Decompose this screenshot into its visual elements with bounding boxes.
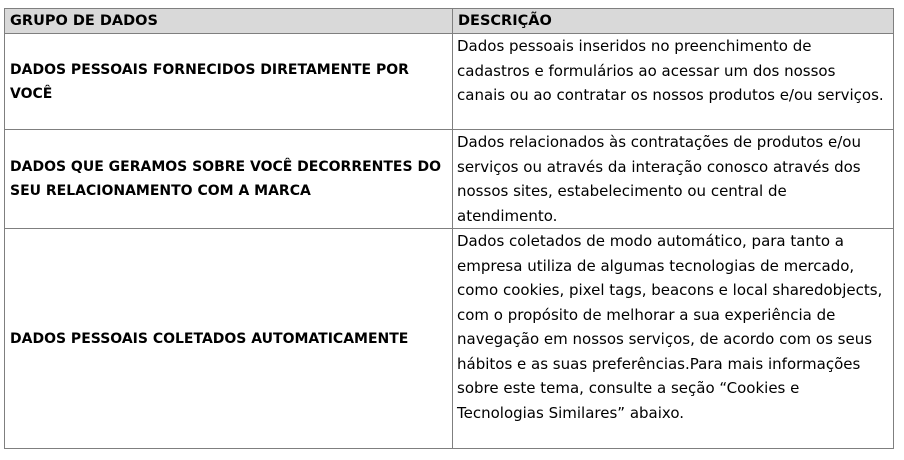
table-row [5, 229, 894, 449]
header-description: DESCRIÇÃO [453, 9, 894, 34]
description-cell: Dados pessoais inseridos no preenchimento de cadastros e formulários ao acessar um dos nossos canais ou ao contratar os nossos produtos e/ou serviços. [453, 34, 894, 130]
table-row [5, 34, 894, 130]
group-cell: DADOS PESSOAIS COLETADOS AUTOMATICAMENTE [5, 229, 453, 449]
group-cell: DADOS QUE GERAMOS SOBRE VOCÊ DECORRENTES DO SEU RELACIONAMENTO COM A MARCA [5, 130, 453, 229]
table-header-row [5, 9, 894, 34]
description-cell: Dados coletados de modo automático, para tanto a empresa utiliza de algumas tecnologias de mercado, como cookies, pixel tags, beacons e local sharedobjects, com o propósito de melhorar a sua experiência de navegação em nossos serviços, de acordo com os seus hábitos e as suas preferências.Para mais informações sobre este tema, consulte a seção “Cookies e Tecnologias Similares” abaixo. [453, 229, 894, 449]
header-group: GRUPO DE DADOS [5, 9, 453, 34]
table-row [5, 130, 894, 229]
data-groups-table [4, 8, 894, 449]
group-cell: DADOS PESSOAIS FORNECIDOS DIRETAMENTE POR VOCÊ [5, 34, 453, 130]
description-cell: Dados relacionados às contratações de produtos e/ou serviços ou através da interação conosco através dos nossos sites, estabelecimento ou central de atendimento. [453, 130, 894, 229]
